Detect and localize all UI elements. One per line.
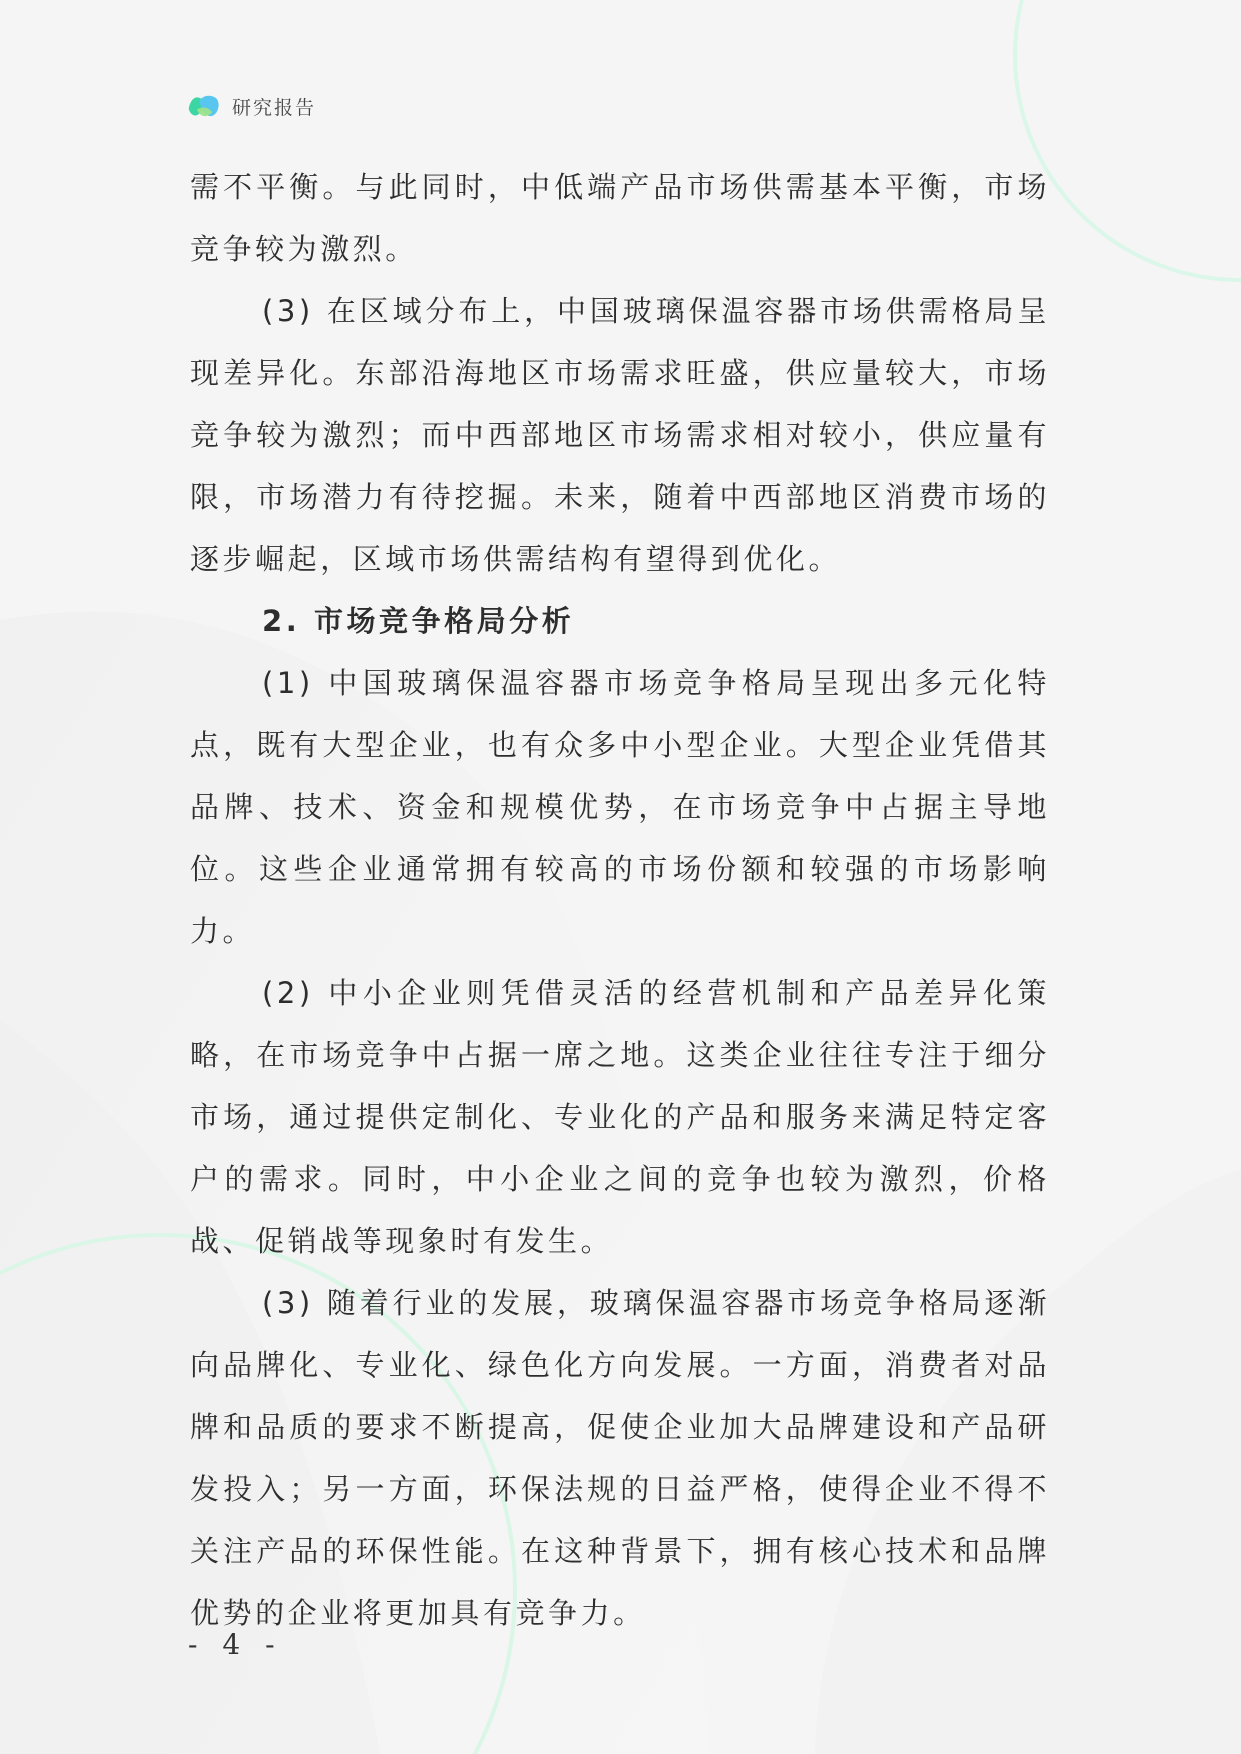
report-header bbox=[186, 88, 316, 124]
paragraph-continuation: 需不平衡。与此同时，中低端产品市场供需基本平衡，市场竞争较为激烈。 bbox=[190, 170, 1050, 266]
paragraph-competition-point-2: (2) 中小企业则凭借灵活的经营机制和产品差异化策略，在市场竞争中占据一席之地。这类企业往往专注于细分市场，通过提供定制化、专业化的产品和服务来满足特定客户的需求。同时，中小企业之间的竞争也较为激烈，价格战、促销战等现象时有发生。 bbox=[190, 976, 1050, 1258]
paragraph-competition-point-3: (3) 随着行业的发展，玻璃保温容器市场竞争格局逐渐向品牌化、专业化、绿色化方向发展。一方面，消费者对品牌和品质的要求不断提高，促使企业加大品牌建设和产品研发投入；另一方面，环保法规的日益严格，使得企业不得不关注产品的环保性能。在这种背景下，拥有核心技术和品牌优势的企业将更加具有竞争力。 bbox=[190, 1286, 1050, 1630]
paragraph-regional-distribution: (3) 在区域分布上，中国玻璃保温容器市场供需格局呈现差异化。东部沿海地区市场需求旺盛，供应量较大，市场竞争较为激烈；而中西部地区市场需求相对较小，供应量有限，市场潜力有待挖掘。未来，随着中西部地区消费市场的逐步崛起，区域市场供需结构有望得到优化。 bbox=[190, 294, 1050, 576]
page-number: - 4 - bbox=[188, 1628, 283, 1661]
section-heading-market-competition: 2. 市场竞争格局分析 bbox=[262, 604, 575, 638]
report-title: 研究报告 bbox=[232, 96, 317, 119]
paragraph-competition-point-1: (1) 中国玻璃保温容器市场竞争格局呈现出多元化特点，既有大型企业，也有众多中小型企业。大型企业凭借其品牌、技术、资金和规模优势，在市场竞争中占据主导地位。这些企业通常拥有较高的市场份额和较强的市场影响力。 bbox=[190, 666, 1050, 948]
document-body bbox=[190, 156, 1050, 1644]
report-logo-icon bbox=[186, 90, 222, 122]
